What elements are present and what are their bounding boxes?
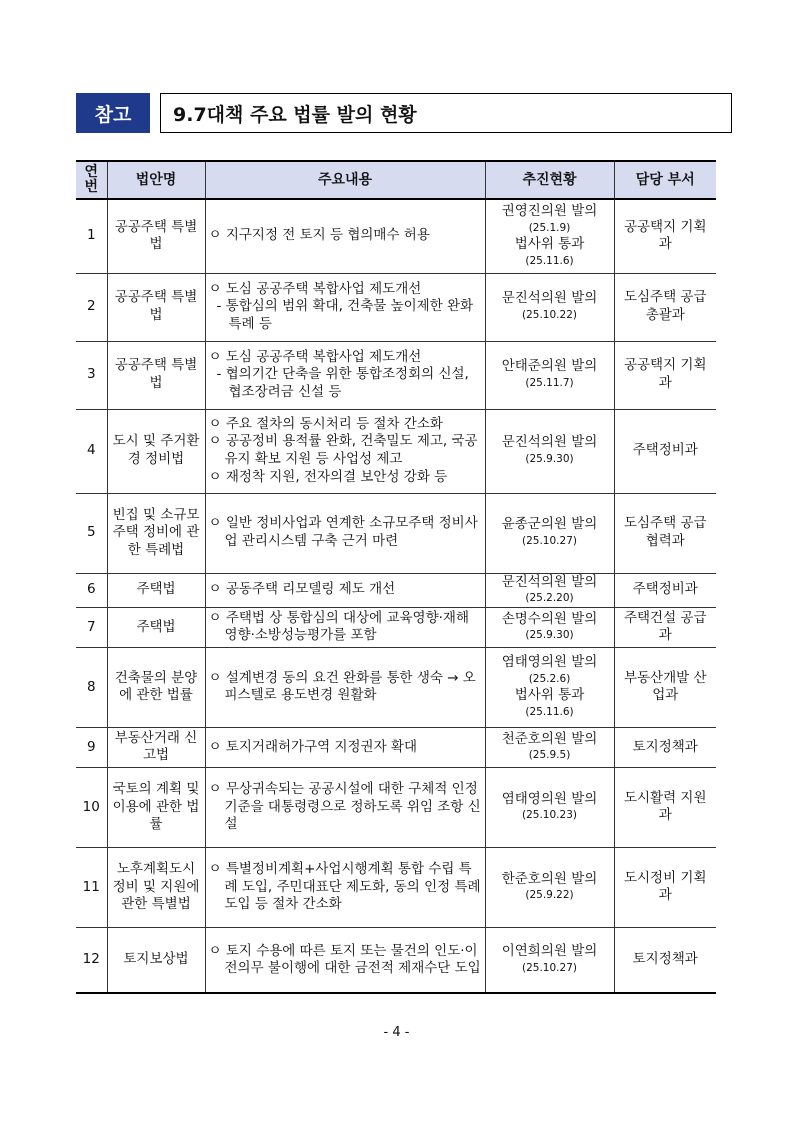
row-number: 6 xyxy=(76,573,107,607)
col-header-no: 연번 xyxy=(76,161,107,199)
table-row xyxy=(76,847,716,927)
content-item: ㅇ 일반 정비사업과 연계한 소규모주택 정비사업 관리시스템 구축 근거 마련 xyxy=(208,515,478,549)
row-number: 8 xyxy=(76,647,107,727)
department: 도시활력 지원과 xyxy=(614,767,716,847)
page-number: - 4 - xyxy=(383,1025,410,1040)
status-date: (25.11.6) xyxy=(525,254,574,267)
status-text: 법사위 통과 xyxy=(514,687,585,704)
row-number: 12 xyxy=(76,927,107,993)
progress-status xyxy=(485,927,614,993)
page-title: 9.7대책 주요 법률 발의 현황 xyxy=(160,93,732,133)
progress-status xyxy=(485,573,614,607)
status-text: 손명수의원 발의 xyxy=(501,610,598,627)
status-text: 염태영의원 발의 xyxy=(501,654,598,670)
department: 토지정책과 xyxy=(614,727,716,767)
progress-status xyxy=(485,847,614,927)
row-number: 5 xyxy=(76,493,107,573)
department: 공공택지 기획과 xyxy=(614,199,716,273)
main-content xyxy=(205,727,485,767)
status-text: 천준호의원 발의 xyxy=(501,730,598,747)
progress-status xyxy=(485,409,614,493)
main-content xyxy=(205,847,485,927)
content-item: - 통합심의 범위 확대, 건축물 높이제한 완화 특례 등 xyxy=(216,298,474,332)
progress-status xyxy=(485,273,614,341)
status-date: (25.9.30) xyxy=(525,452,574,465)
law-name: 공공주택 특별법 xyxy=(107,273,205,341)
col-header-law: 법안명 xyxy=(107,161,205,199)
department: 주택건설 공급과 xyxy=(614,607,716,647)
bill-table xyxy=(76,160,716,994)
row-number: 1 xyxy=(76,199,107,273)
status-date: (25.9.5) xyxy=(528,749,571,762)
progress-status xyxy=(485,341,614,409)
main-content xyxy=(205,199,485,273)
col-header-content: 주요내용 xyxy=(205,161,485,199)
content-item: ㅇ 주요 절차의 동시처리 등 절차 간소화 xyxy=(208,415,443,432)
table-row xyxy=(76,727,716,767)
department: 공공택지 기획과 xyxy=(614,341,716,409)
status-date: (25.11.7) xyxy=(525,376,574,389)
main-content xyxy=(205,273,485,341)
status-date: (25.10.22) xyxy=(522,308,577,321)
content-item: ㅇ 공동주택 리모델링 제도 개선 xyxy=(208,581,396,598)
main-content xyxy=(205,573,485,607)
law-name: 주택법 xyxy=(107,607,205,647)
law-name: 노후계획도시 정비 및 지원에 관한 특별법 xyxy=(107,847,205,927)
row-number: 9 xyxy=(76,727,107,767)
progress-status xyxy=(485,607,614,647)
status-text: 권영진의원 발의 xyxy=(501,202,598,219)
content-item: ㅇ 토지거래허가구역 지정권자 확대 xyxy=(208,738,417,755)
status-text: 염태영의원 발의 xyxy=(501,790,598,807)
progress-status xyxy=(485,727,614,767)
law-name: 도시 및 주거환경 정비법 xyxy=(107,409,205,493)
reference-tag: 참고 xyxy=(76,93,150,133)
law-name: 국토의 계획 및 이용에 관한 법률 xyxy=(107,767,205,847)
main-content xyxy=(205,607,485,647)
status-date: (25.9.22) xyxy=(525,889,574,902)
row-number: 3 xyxy=(76,341,107,409)
content-item: - 협의기간 단축을 위한 통합조정회의 신설, 협조장려금 신설 등 xyxy=(216,366,469,400)
status-text: 문진석의원 발의 xyxy=(501,434,598,451)
status-text: 윤종군의원 발의 xyxy=(501,516,598,533)
content-item: ㅇ 도심 공공주택 복합사업 제도개선 xyxy=(208,348,422,365)
table-row xyxy=(76,767,716,847)
table-row xyxy=(76,409,716,493)
progress-status xyxy=(485,199,614,273)
table-row xyxy=(76,493,716,573)
department: 주택정비과 xyxy=(614,573,716,607)
content-item: ㅇ 공공정비 용적률 완화, 건축밀도 제고, 국공유지 확보 지원 등 사업성 제고 xyxy=(208,433,478,467)
department: 도시정비 기획과 xyxy=(614,847,716,927)
status-date: (25.9.30) xyxy=(525,629,574,642)
content-item: ㅇ 토지 수용에 따른 토지 또는 물건의 인도·이전의무 불이행에 대한 금전적 제재수단 도입 xyxy=(208,942,481,977)
content-item: ㅇ 무상귀속되는 공공시설에 대한 구체적 인정기준을 대통령령으로 정하도록 위임 조항 신설 xyxy=(208,780,481,833)
table-row xyxy=(76,341,716,409)
department: 도심주택 공급총괄과 xyxy=(614,273,716,341)
main-content xyxy=(205,767,485,847)
main-content xyxy=(205,927,485,993)
department: 토지정책과 xyxy=(614,927,716,993)
row-number: 10 xyxy=(76,767,107,847)
law-name: 공공주택 특별법 xyxy=(107,199,205,273)
row-number: 7 xyxy=(76,607,107,647)
status-text: 법사위 통과 xyxy=(514,236,585,253)
content-item: ㅇ 설계변경 동의 요건 완화를 통한 생숙 → 오피스텔로 용도변경 원활화 xyxy=(208,669,476,704)
status-date: (25.2.20) xyxy=(525,592,574,605)
status-date: (25.10.23) xyxy=(522,809,577,822)
col-header-dept: 담당 부서 xyxy=(614,161,716,199)
status-text: 안태준의원 발의 xyxy=(501,358,598,375)
table-header-row xyxy=(76,161,716,199)
status-date: (25.2.6) xyxy=(528,672,571,685)
table-row xyxy=(76,199,716,273)
status-date: (25.10.27) xyxy=(522,961,577,974)
status-date: (25.10.27) xyxy=(522,534,577,547)
table-row xyxy=(76,647,716,727)
status-text: 문진석의원 발의 xyxy=(501,573,598,590)
table-row xyxy=(76,927,716,993)
content-item: ㅇ 주택법 상 통합심의 대상에 교육영향·재해영향·소방성능평가를 포함 xyxy=(208,609,469,644)
status-date: (25.11.6) xyxy=(525,705,574,718)
content-item: ㅇ 지구지정 전 토지 등 협의매수 허용 xyxy=(208,227,430,244)
table-row xyxy=(76,607,716,647)
law-name: 공공주택 특별법 xyxy=(107,341,205,409)
row-number: 4 xyxy=(76,409,107,493)
col-header-status: 추진현황 xyxy=(485,161,614,199)
content-item: ㅇ 재정착 지원, 전자의결 보안성 강화 등 xyxy=(208,468,448,485)
section-header xyxy=(76,93,720,133)
main-content xyxy=(205,493,485,573)
table-row xyxy=(76,573,716,607)
status-date: (25.1.9) xyxy=(528,221,571,234)
progress-status xyxy=(485,493,614,573)
law-name: 빈집 및 소규모주택 정비에 관한 특례법 xyxy=(107,493,205,573)
progress-status xyxy=(485,647,614,727)
law-name: 주택법 xyxy=(107,573,205,607)
row-number: 2 xyxy=(76,273,107,341)
main-content xyxy=(205,409,485,493)
department: 도심주택 공급협력과 xyxy=(614,493,716,573)
department: 부동산개발 산업과 xyxy=(614,647,716,727)
department: 주택정비과 xyxy=(614,409,716,493)
law-name: 토지보상법 xyxy=(107,927,205,993)
law-name: 건축물의 분양에 관한 법률 xyxy=(107,647,205,727)
status-text: 한준호의원 발의 xyxy=(501,870,598,887)
status-text: 이연희의원 발의 xyxy=(501,943,598,960)
status-text: 문진석의원 발의 xyxy=(501,290,598,307)
table-row xyxy=(76,273,716,341)
row-number: 11 xyxy=(76,847,107,927)
progress-status xyxy=(485,767,614,847)
law-name: 부동산거래 신고법 xyxy=(107,727,205,767)
content-item: ㅇ 특별정비계획+사업시행계획 통합 수립 특례 도입, 주민대표단 제도화, 동의 인정 특례 도입 등 절차 간소화 xyxy=(208,860,481,913)
content-item: ㅇ 도심 공공주택 복합사업 제도개선 xyxy=(208,280,422,297)
main-content xyxy=(205,341,485,409)
main-content xyxy=(205,647,485,727)
